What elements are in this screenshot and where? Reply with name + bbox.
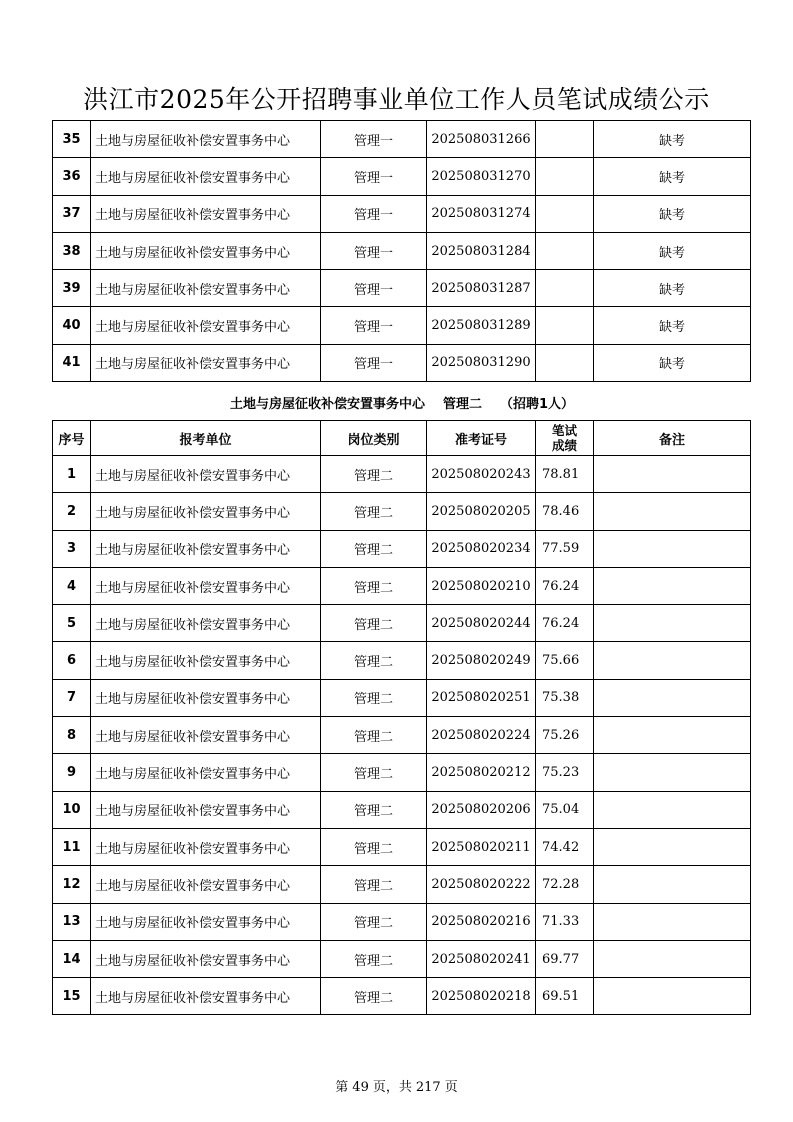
cell-exam-id: 202508020216 [427, 903, 536, 940]
cell-note [594, 493, 751, 530]
cell-unit: 土地与房屋征收补偿安置事务中心 [91, 195, 321, 232]
cell-position: 管理二 [321, 903, 427, 940]
cell-no: 5 [53, 605, 91, 642]
cell-note [594, 456, 751, 493]
cell-unit: 土地与房屋征收补偿安置事务中心 [91, 828, 321, 865]
results-table-body [53, 121, 751, 382]
cell-note [594, 530, 751, 567]
cell-unit: 土地与房屋征收补偿安置事务中心 [91, 270, 321, 307]
footer-total-pages: 217 [415, 1080, 441, 1095]
cell-no: 12 [53, 866, 91, 903]
cell-score: 75.26 [536, 717, 594, 754]
cell-score: 76.24 [536, 567, 594, 604]
table-row [53, 679, 751, 716]
cell-unit: 土地与房屋征收补偿安置事务中心 [91, 344, 321, 381]
cell-position: 管理二 [321, 605, 427, 642]
cell-unit: 土地与房屋征收补偿安置事务中心 [91, 940, 321, 977]
cell-note [594, 605, 751, 642]
cell-unit: 土地与房屋征收补偿安置事务中心 [91, 456, 321, 493]
cell-score [536, 121, 594, 158]
cell-exam-id: 202508020218 [427, 978, 536, 1015]
footer-suffix: 页 [444, 1080, 458, 1095]
cell-exam-id: 202508020222 [427, 866, 536, 903]
cell-note: 缺考 [594, 158, 751, 195]
cell-no: 4 [53, 567, 91, 604]
header-unit: 报考单位 [91, 421, 321, 456]
table-row [53, 940, 751, 977]
table-row [53, 158, 751, 195]
cell-unit: 土地与房屋征收补偿安置事务中心 [91, 158, 321, 195]
cell-position: 管理一 [321, 195, 427, 232]
table-row [53, 828, 751, 865]
cell-position: 管理一 [321, 232, 427, 269]
cell-score: 75.38 [536, 679, 594, 716]
cell-exam-id: 202508020205 [427, 493, 536, 530]
cell-note [594, 679, 751, 716]
table-row [53, 307, 751, 344]
section-quota: （招聘1人） [499, 397, 575, 412]
header-no: 序号 [53, 421, 91, 456]
cell-unit: 土地与房屋征收补偿安置事务中心 [91, 679, 321, 716]
cell-exam-id: 202508031266 [427, 121, 536, 158]
section-heading [52, 393, 752, 412]
cell-exam-id: 202508031290 [427, 344, 536, 381]
results-table-management-1 [52, 120, 751, 382]
cell-unit: 土地与房屋征收补偿安置事务中心 [91, 791, 321, 828]
cell-position: 管理二 [321, 978, 427, 1015]
header-score-line2: 成绩 [551, 438, 577, 453]
cell-position: 管理二 [321, 717, 427, 754]
cell-position: 管理二 [321, 679, 427, 716]
cell-unit: 土地与房屋征收补偿安置事务中心 [91, 567, 321, 604]
table-row [53, 195, 751, 232]
cell-position: 管理二 [321, 791, 427, 828]
cell-note [594, 978, 751, 1015]
footer-prefix: 第 [335, 1080, 349, 1095]
cell-no: 11 [53, 828, 91, 865]
cell-score: 75.04 [536, 791, 594, 828]
cell-exam-id: 202508031289 [427, 307, 536, 344]
table-row [53, 717, 751, 754]
cell-no: 39 [53, 270, 91, 307]
cell-no: 8 [53, 717, 91, 754]
cell-score: 69.51 [536, 978, 594, 1015]
cell-note [594, 940, 751, 977]
table-row [53, 642, 751, 679]
cell-no: 3 [53, 530, 91, 567]
cell-exam-id: 202508020224 [427, 717, 536, 754]
cell-score: 74.42 [536, 828, 594, 865]
results-table-management-2 [52, 420, 751, 1015]
table-row [53, 791, 751, 828]
results-table-body [53, 456, 751, 1015]
footer-current-page: 49 [352, 1080, 369, 1095]
cell-exam-id: 202508031287 [427, 270, 536, 307]
cell-position: 管理二 [321, 567, 427, 604]
cell-score: 72.28 [536, 866, 594, 903]
cell-exam-id: 202508020243 [427, 456, 536, 493]
cell-position: 管理二 [321, 940, 427, 977]
cell-note: 缺考 [594, 270, 751, 307]
cell-note: 缺考 [594, 232, 751, 269]
table-row [53, 754, 751, 791]
cell-no: 15 [53, 978, 91, 1015]
cell-no: 38 [53, 232, 91, 269]
cell-score [536, 270, 594, 307]
cell-exam-id: 202508020210 [427, 567, 536, 604]
cell-no: 1 [53, 456, 91, 493]
cell-exam-id: 202508020244 [427, 605, 536, 642]
table-row [53, 344, 751, 381]
header-exam-id: 准考证号 [427, 421, 536, 456]
table-row [53, 605, 751, 642]
cell-note [594, 717, 751, 754]
cell-position: 管理二 [321, 866, 427, 903]
cell-exam-id: 202508020234 [427, 530, 536, 567]
cell-no: 41 [53, 344, 91, 381]
cell-score [536, 195, 594, 232]
cell-score: 75.66 [536, 642, 594, 679]
footer-mid: 页，共 [372, 1080, 412, 1095]
cell-unit: 土地与房屋征收补偿安置事务中心 [91, 493, 321, 530]
cell-score: 77.59 [536, 530, 594, 567]
cell-position: 管理二 [321, 456, 427, 493]
cell-note: 缺考 [594, 195, 751, 232]
cell-exam-id: 202508031284 [427, 232, 536, 269]
table-row [53, 493, 751, 530]
table-row [53, 567, 751, 604]
cell-position: 管理二 [321, 493, 427, 530]
cell-unit: 土地与房屋征收补偿安置事务中心 [91, 121, 321, 158]
cell-unit: 土地与房屋征收补偿安置事务中心 [91, 903, 321, 940]
header-note: 备注 [594, 421, 751, 456]
cell-score [536, 232, 594, 269]
cell-no: 13 [53, 903, 91, 940]
cell-no: 10 [53, 791, 91, 828]
cell-position: 管理一 [321, 270, 427, 307]
cell-exam-id: 202508020212 [427, 754, 536, 791]
cell-no: 2 [53, 493, 91, 530]
cell-note [594, 866, 751, 903]
cell-no: 6 [53, 642, 91, 679]
cell-score: 78.81 [536, 456, 594, 493]
page-title: 洪江市2025年公开招聘事业单位工作人员笔试成绩公示 [83, 85, 710, 114]
cell-score [536, 307, 594, 344]
cell-no: 40 [53, 307, 91, 344]
table-row [53, 232, 751, 269]
cell-unit: 土地与房屋征收补偿安置事务中心 [91, 866, 321, 903]
cell-unit: 土地与房屋征收补偿安置事务中心 [91, 530, 321, 567]
cell-score: 75.23 [536, 754, 594, 791]
cell-score: 76.24 [536, 605, 594, 642]
cell-exam-id: 202508031270 [427, 158, 536, 195]
section-unit: 土地与房屋征收补偿安置事务中心 [229, 397, 425, 412]
header-score-line1: 笔试 [551, 423, 577, 438]
cell-note [594, 791, 751, 828]
cell-note [594, 828, 751, 865]
cell-no: 14 [53, 940, 91, 977]
cell-note [594, 754, 751, 791]
cell-unit: 土地与房屋征收补偿安置事务中心 [91, 978, 321, 1015]
cell-position: 管理一 [321, 307, 427, 344]
cell-no: 9 [53, 754, 91, 791]
cell-unit: 土地与房屋征收补偿安置事务中心 [91, 717, 321, 754]
cell-unit: 土地与房屋征收补偿安置事务中心 [91, 754, 321, 791]
cell-score [536, 344, 594, 381]
table-row [53, 866, 751, 903]
cell-note [594, 567, 751, 604]
cell-exam-id: 202508031274 [427, 195, 536, 232]
cell-exam-id: 202508020241 [427, 940, 536, 977]
cell-exam-id: 202508020206 [427, 791, 536, 828]
page-footer [0, 1076, 793, 1095]
cell-position: 管理一 [321, 121, 427, 158]
cell-position: 管理二 [321, 828, 427, 865]
cell-note: 缺考 [594, 121, 751, 158]
table-row [53, 456, 751, 493]
cell-note [594, 642, 751, 679]
table-row [53, 530, 751, 567]
cell-score: 69.77 [536, 940, 594, 977]
table-header-row [53, 421, 751, 456]
cell-exam-id: 202508020211 [427, 828, 536, 865]
cell-unit: 土地与房屋征收补偿安置事务中心 [91, 307, 321, 344]
cell-unit: 土地与房屋征收补偿安置事务中心 [91, 642, 321, 679]
header-score [536, 421, 594, 456]
cell-position: 管理一 [321, 158, 427, 195]
cell-no: 7 [53, 679, 91, 716]
cell-position: 管理二 [321, 754, 427, 791]
cell-score: 71.33 [536, 903, 594, 940]
cell-position: 管理二 [321, 530, 427, 567]
cell-note: 缺考 [594, 344, 751, 381]
table-row [53, 270, 751, 307]
cell-no: 35 [53, 121, 91, 158]
table-row [53, 121, 751, 158]
cell-unit: 土地与房屋征收补偿安置事务中心 [91, 605, 321, 642]
cell-unit: 土地与房屋征收补偿安置事务中心 [91, 232, 321, 269]
cell-exam-id: 202508020249 [427, 642, 536, 679]
cell-position: 管理二 [321, 642, 427, 679]
cell-exam-id: 202508020251 [427, 679, 536, 716]
cell-no: 36 [53, 158, 91, 195]
cell-score [536, 158, 594, 195]
table-row [53, 978, 751, 1015]
cell-note [594, 903, 751, 940]
header-position: 岗位类别 [321, 421, 427, 456]
cell-no: 37 [53, 195, 91, 232]
section-position: 管理二 [442, 397, 482, 412]
cell-note: 缺考 [594, 307, 751, 344]
cell-position: 管理一 [321, 344, 427, 381]
cell-score: 78.46 [536, 493, 594, 530]
table-row [53, 903, 751, 940]
